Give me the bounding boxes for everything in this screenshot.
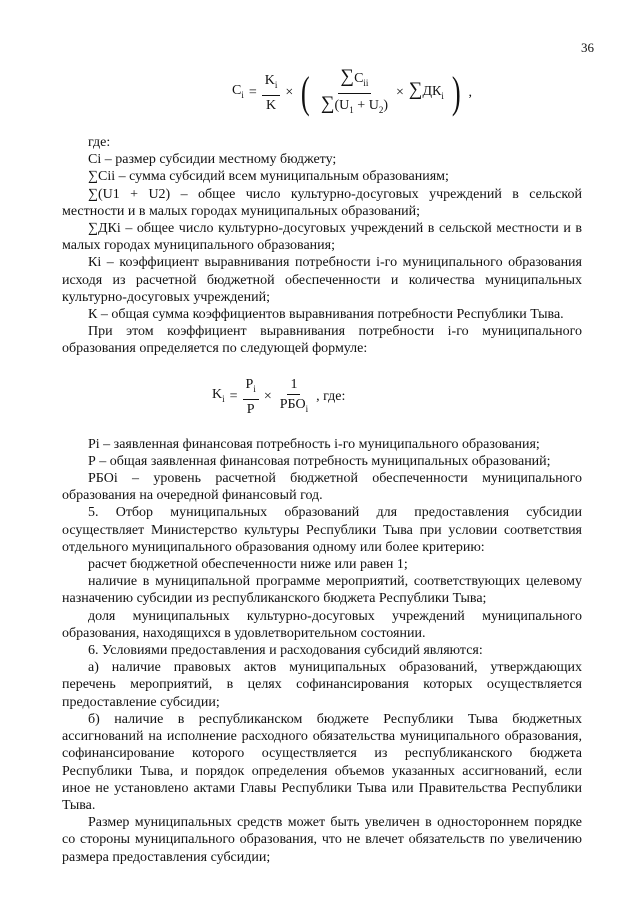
paragraph-ki: Кi – коэффициент выравнивания потребности i-го муниципального образования исходя из расчетной бюджетной обеспеченности и количества муниципальных культурно-досуговых учреждений;	[62, 255, 582, 305]
paragraph-municipal-funds: Размер муниципальных средств может быть увеличен в одностороннем порядке со стороны муниципального образования, что не влечет обязательств по увеличению размера предоставления субсидии;	[62, 815, 582, 865]
coefficient-formula	[212, 372, 582, 422]
paragraph-k: К – общая сумма коэффициентов выравнивания потребности Республики Тыва.	[88, 307, 564, 323]
document-body	[62, 52, 582, 866]
paragraph-p: Р – общая заявленная финансовая потребность муниципальных образований;	[88, 453, 551, 469]
formula1-paren-open: (	[301, 68, 311, 117]
paragraph-coefficient-intro: При этом коэффициент выравнивания потребности i-го муниципального образования определяется по следующей формуле:	[62, 324, 582, 357]
paragraph-item-6: 6. Условиями предоставления и расходования субсидий являются:	[88, 643, 483, 659]
paragraph-where: где:	[88, 135, 111, 150]
formula1-times: ×	[285, 85, 294, 101]
formula1-times-2: ×	[395, 85, 404, 101]
formula2-where: , где:	[316, 389, 346, 405]
formula2-times: ×	[263, 389, 272, 405]
formula1-comma: ,	[468, 85, 472, 101]
formula1-sum-dk: $\sum ДК_i$	[408, 79, 444, 101]
paragraph-item-5: 5. Отбор муниципальных образований для предоставления субсидии осуществляет Министерство культуры Республики Тыва при условии соответствия отдельного муниципального образования одному или более критерию:	[62, 505, 582, 555]
formula1-fraction-k: $\frac{K_i}{K}$	[262, 72, 281, 114]
paragraph-rboi: РБОi – уровень расчетной бюджетной обеспеченности муниципального образования на очередной финансовый год.	[62, 471, 582, 504]
paragraph-sum-dk: ∑ДКi – общее число культурно-досуговых учреждений в сельской местности и в малых городах муниципального образования;	[62, 221, 582, 254]
formula2-fraction-p: $\frac{P_i}{P}$	[243, 376, 259, 418]
formula2-lhs: $K_i$	[212, 386, 225, 404]
paragraph-sum-u: ∑(U1 + U2) – общее число культурно-досуговых учреждений в сельской местности и в малых городах муниципальных образований;	[62, 186, 582, 219]
page-number: 36	[581, 40, 594, 55]
formula2-equals: =	[229, 389, 238, 405]
paragraph-ci: Сi – размер субсидии местному бюджету;	[88, 152, 337, 168]
paragraph-condition-b: б) наличие в республиканском бюджете Республики Тыва бюджетных ассигнований на исполнение расходного обязательства муниципального образования, софинансирование которого осуществляется из республиканского бюджета Республики Тыва, и порядок определения объемов указанных ассигнований, если иное не установлено актами Главы Республики Тыва или Правительства Республики Тыва.	[62, 711, 582, 813]
paragraph-criterion-3: доля муниципальных культурно-досуговых учреждений муниципального образования, находящихся в удовлетворительном состоянии.	[62, 608, 582, 641]
formula1-fraction-sums: $\frac{\sum C_{ii}}{\sum(U_1 + U_2)}$	[320, 65, 388, 115]
paragraph-condition-a: а) наличие правовых актов муниципальных образований, утверждающих перечень мероприятий, в целях софинансирования которых осуществляется предоставление субсидии;	[62, 660, 582, 710]
formula1-paren-close: )	[451, 68, 461, 117]
formula1-lhs: $C_i$	[232, 83, 244, 100]
paragraph-criterion-1: расчет бюджетной обеспеченности ниже или равен 1;	[88, 557, 408, 573]
paragraph-criterion-2: наличие в муниципальной программе мероприятий, соответствующих целевому назначению субсидии из республиканского бюджета Республики Тыва;	[62, 574, 582, 607]
formula2-fraction-rbo: $\frac{1}{РБО_i}$	[279, 376, 309, 414]
paragraph-pi: Рi – заявленная финансовая потребность i-го муниципального образования;	[88, 436, 540, 452]
subsidy-formula	[62, 52, 582, 134]
paragraph-sum-cii: ∑Сii – сумма субсидий всем муниципальным образованиям;	[88, 169, 449, 185]
formula1-equals: =	[248, 85, 257, 101]
